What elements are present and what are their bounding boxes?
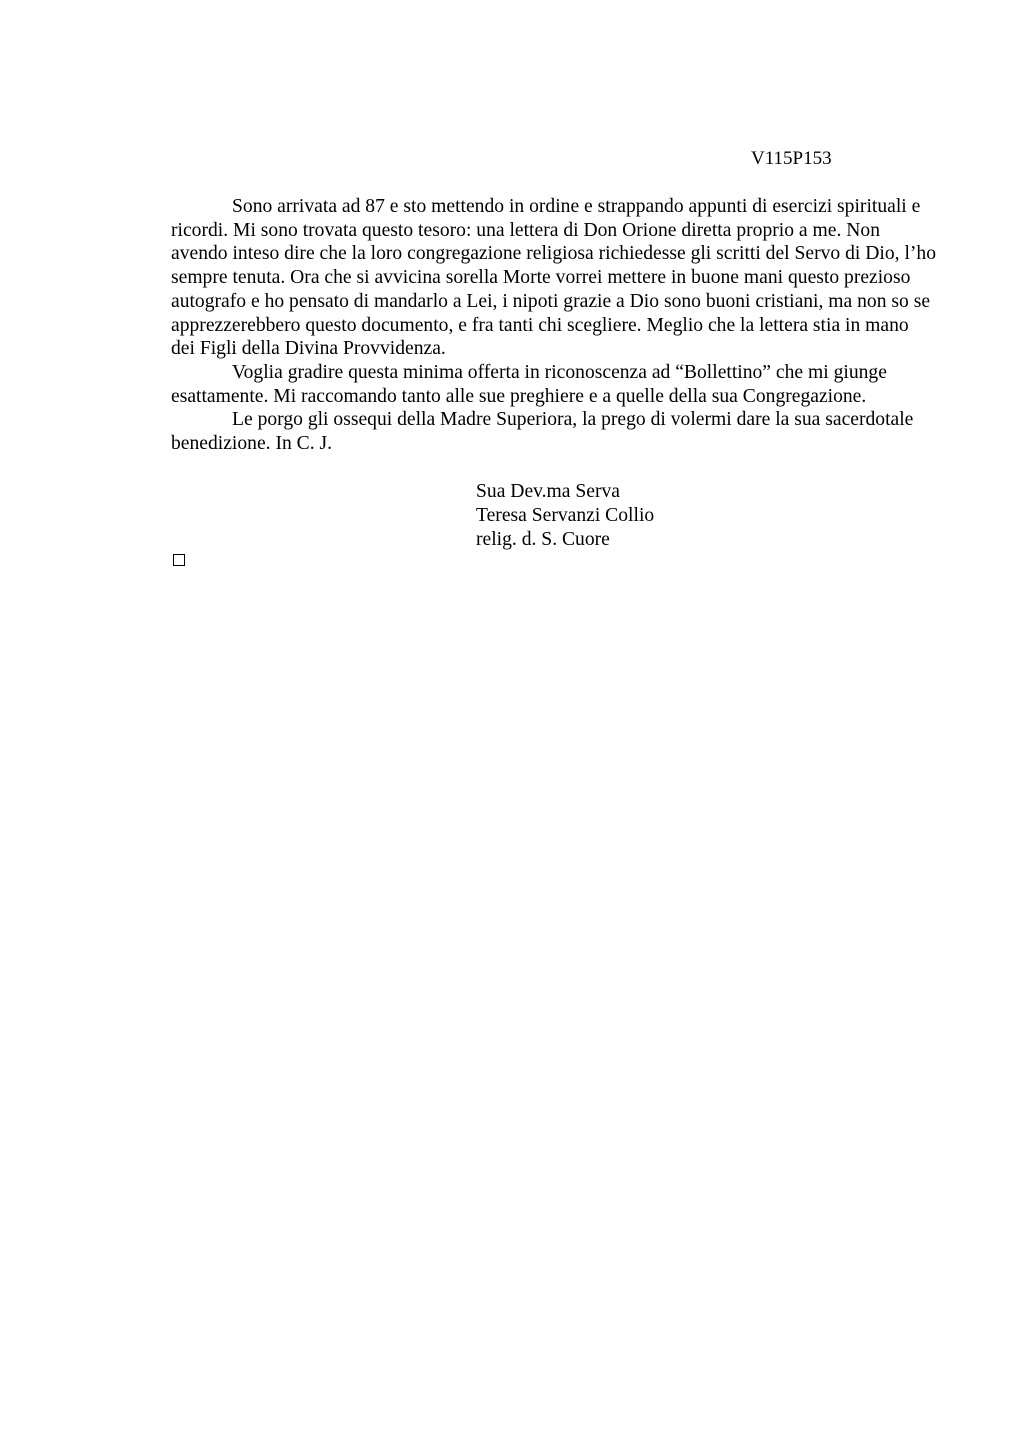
checkbox-icon [173,554,185,566]
signature-closing: Sua Dev.ma Serva [476,481,621,502]
signature-name: Teresa Servanzi Collio [476,505,655,526]
signature-block [476,480,654,552]
document-reference: V115P153 [751,148,832,169]
signature-title: relig. d. S. Cuore [476,529,610,550]
letter-body [171,195,936,456]
paragraph-1: Sono arrivata ad 87 e sto mettendo in ordine e strappando appunti di esercizi spirituali e ricordi. Mi sono trovata questo tesoro: una lettera di Don Orione diretta proprio a me. Non avendo inteso dire che la loro congregazione religiosa richiedesse gli scritti del Servo di Dio, l’ho sempre tenuta. Ora che si avvicina sorella Morte vorrei mettere in buone mani questo prezioso autografo e ho pensato di mandarlo a Lei, i nipoti grazie a Dio sono buoni cristiani, ma non so se apprezzerebbero questo documento, e fra tanti chi scegliere. Meglio che la lettera stia in mano dei Figli della Divina Provvidenza. [171,196,937,360]
paragraph-2: Voglia gradire questa minima offerta in riconoscenza ad “Bollettino” che mi giunge esattamente. Mi raccomando tanto alle sue preghiere e a quelle della sua Congregazione. [171,361,887,407]
paragraph-3: Le porgo gli ossequi della Madre Superiora, la prego di volermi dare la sua sacerdotale benedizione. In C. J. [171,409,914,455]
